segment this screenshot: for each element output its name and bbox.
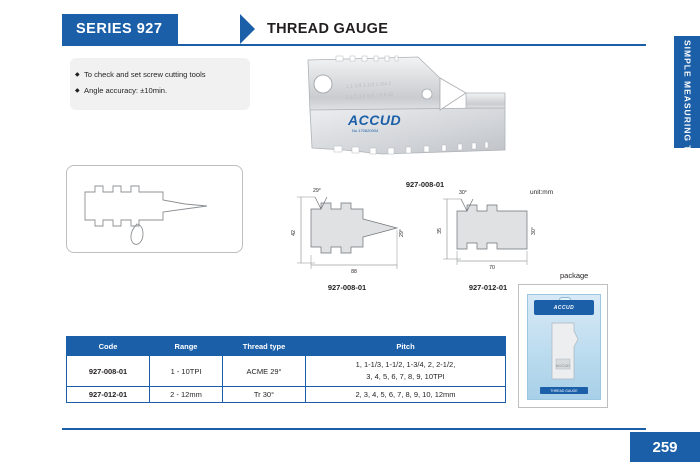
dimension-drawings [285, 185, 585, 295]
package-label: package [560, 271, 589, 280]
page-title: THREAD GAUGE [267, 21, 389, 37]
feature-item [75, 86, 168, 95]
application-diagram [66, 165, 243, 253]
svg-text:30°: 30° [531, 227, 537, 235]
package-blister [527, 294, 601, 400]
table-header-code: Code [67, 337, 150, 356]
package-image [518, 284, 608, 408]
svg-text:ACCUD: ACCUD [555, 363, 571, 368]
cell-thread-type: Tr 30° [223, 387, 306, 403]
table-header-range: Range [150, 337, 223, 356]
category-side-tab-label: SIMPLE MEASURING TOOL [682, 40, 693, 173]
series-arrow-icon [240, 14, 255, 44]
svg-text:70: 70 [489, 265, 495, 271]
illustration-caption: 927-008-01 [405, 180, 445, 189]
category-side-tab [674, 36, 700, 173]
svg-text:42: 42 [291, 230, 297, 236]
thread-gauge-graphic [290, 52, 525, 167]
product-illustration [290, 52, 525, 167]
page-number: 259 [630, 432, 700, 462]
table-header-thread-type: Thread type [223, 337, 306, 356]
feature-text: Angle accuracy: ±10min. [84, 86, 168, 95]
brand-logo: ACCUD [348, 112, 402, 128]
cell-pitch [306, 356, 506, 387]
drawing-left-caption: 927-008-01 [327, 283, 367, 292]
svg-text:2-1/2 3 4 5 6 7 8 9 10: 2-1/2 3 4 5 6 7 8 9 10 [345, 91, 394, 101]
package-footer-label: THREAD GAUGE [540, 387, 588, 394]
cell-code: 927-012-01 [67, 387, 150, 403]
cell-pitch-line: 1, 1-1/3, 1-1/2, 1-3/4, 2, 2-1/2, [355, 360, 456, 369]
table-header-pitch: Pitch [306, 337, 506, 356]
package-product-graphic [528, 317, 600, 395]
svg-text:35: 35 [437, 228, 443, 234]
svg-text:30°: 30° [459, 190, 467, 196]
diamond-bullet-icon: ◆ [75, 72, 80, 78]
dimension-drawings-graphic [285, 185, 585, 295]
table-row [67, 356, 506, 387]
cell-thread-type: ACME 29° [223, 356, 306, 387]
svg-text:29°: 29° [399, 229, 405, 237]
features-panel [70, 58, 250, 110]
drawing-right-caption: 927-012-01 [468, 283, 508, 292]
series-badge: SERIES 927 [62, 14, 178, 44]
brand-serial: No.170620004 [352, 128, 379, 133]
header-divider [62, 44, 646, 46]
feature-text: To check and set screw cutting tools [84, 70, 206, 79]
svg-text:29°: 29° [313, 188, 321, 194]
cell-pitch: 2, 3, 4, 5, 6, 7, 8, 9, 10, 12mm [306, 387, 506, 403]
cell-range: 1 - 10TPI [150, 356, 223, 387]
diamond-bullet-icon: ◆ [75, 88, 80, 94]
svg-text:88: 88 [351, 269, 357, 275]
specification-table [66, 336, 506, 403]
table-header-row [67, 337, 506, 356]
cell-code: 927-008-01 [67, 356, 150, 387]
footer-divider [62, 428, 646, 430]
page-header [62, 14, 646, 44]
svg-text:1 1-1/3 1-1/2 1-3/4 2: 1 1-1/3 1-1/2 1-3/4 2 [345, 80, 392, 90]
feature-item [75, 70, 206, 79]
application-diagram-graphic [67, 166, 240, 250]
table-row [67, 387, 506, 403]
cell-range: 2 - 12mm [150, 387, 223, 403]
cell-pitch-line: 3, 4, 5, 6, 7, 8, 9, 10TPI [366, 372, 445, 381]
package-brand-logo: ACCUD [534, 300, 594, 315]
unit-label: unit:mm [530, 189, 554, 196]
